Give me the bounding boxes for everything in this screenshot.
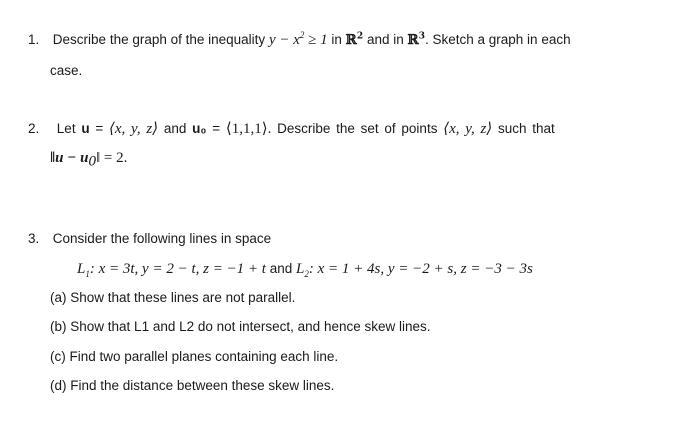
question-1-cont: case. bbox=[50, 63, 83, 78]
part-label: (c) bbox=[50, 349, 66, 364]
part-text: Find two parallel planes containing each line. bbox=[69, 349, 339, 364]
norm-condition: ‖u − $u_0‖ = 2$. bbox=[50, 150, 128, 170]
part-label: (d) bbox=[50, 378, 67, 393]
question-text: Describe the graph of the inequality bbox=[52, 32, 266, 47]
question-text: Describe the set of points bbox=[277, 121, 438, 136]
equals-sign: = bbox=[95, 121, 104, 136]
vector-u-components: ⟨x, y, z⟩ bbox=[109, 121, 159, 137]
question-number: 1. bbox=[28, 32, 40, 47]
question-text: such that bbox=[498, 121, 555, 136]
question-text: and bbox=[163, 121, 187, 136]
line-equations bbox=[77, 260, 533, 278]
question-number: 2. bbox=[28, 121, 40, 136]
part-label: (a) bbox=[50, 290, 67, 305]
equals-sign: = bbox=[212, 121, 221, 136]
question-text: in bbox=[331, 32, 342, 47]
conjunction: and bbox=[269, 261, 293, 276]
question-3 bbox=[28, 230, 271, 248]
part-a bbox=[50, 289, 295, 307]
vector-u: u bbox=[81, 121, 90, 136]
part-d bbox=[50, 377, 334, 395]
part-text: Find the distance between these skew lines. bbox=[70, 378, 335, 393]
vector-u0: u₀ bbox=[192, 121, 207, 136]
line-L2: $L_2$: x = 1 + 4s, y = −2 + s, z = −3 − 3s bbox=[296, 261, 533, 279]
part-text: Show that L1 and L2 do not intersect, and hence skew lines. bbox=[70, 319, 431, 334]
math-inequality: $y - x^2 \ge 1$ bbox=[268, 30, 328, 48]
vector-u0-components: ⟨1,1,1⟩. bbox=[225, 121, 272, 137]
part-label: (b) bbox=[50, 319, 67, 334]
part-b bbox=[50, 318, 431, 336]
part-text: Show that these lines are not parallel. bbox=[70, 290, 296, 305]
question-1 bbox=[28, 31, 571, 49]
question-number: 3. bbox=[28, 231, 40, 246]
reals-symbol: ℝ$^3$ bbox=[407, 31, 425, 48]
question-text: Let bbox=[56, 121, 76, 136]
question-text: Consider the following lines in space bbox=[52, 231, 272, 246]
line-L1: $L_1$: x = 3t, y = 2 − t, z = −1 + t bbox=[77, 261, 266, 279]
part-c bbox=[50, 348, 338, 366]
reals-symbol: ℝ$^2$ bbox=[345, 31, 364, 48]
question-text: . Sketch a graph in each bbox=[425, 32, 571, 47]
point-components: ⟨x, y, z⟩ bbox=[443, 121, 493, 137]
question-2 bbox=[28, 120, 555, 138]
question-text: and in bbox=[366, 32, 404, 47]
